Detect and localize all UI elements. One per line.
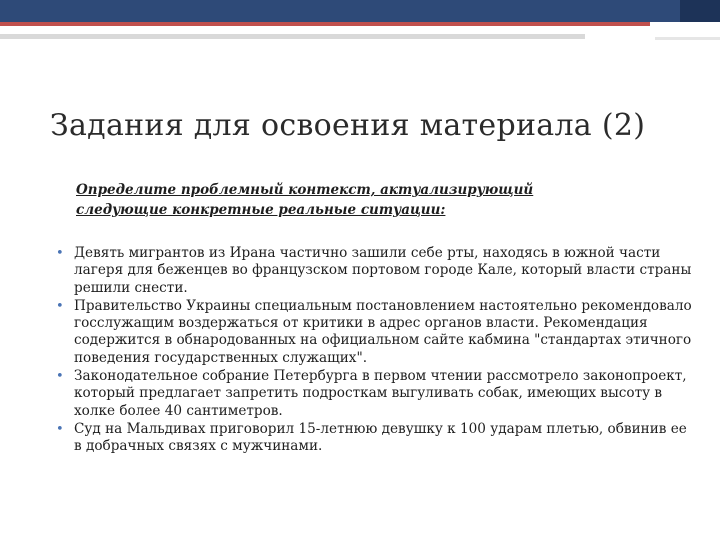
list-item (52, 368, 692, 420)
header-bar-corner (680, 0, 720, 22)
accent-stripe-gray (0, 34, 585, 39)
bullet-dot-icon: • (56, 369, 64, 385)
header-bar (0, 0, 680, 22)
situation-list (52, 245, 692, 457)
bullet-dot-icon: • (56, 421, 64, 437)
task-instruction-line1: Определите проблемный контекст, актуализирующий (76, 182, 534, 198)
list-item-text: Правительство Украины специальным постановлением настоятельно рекомендовало госслужащим воздержаться от критики в адрес органов власти. Рекомендация содержится в обнародованных на официальном сайте кабмина "стандартах этичного поведения государственных служащих". (74, 297, 692, 366)
accent-stripe-red (0, 22, 650, 26)
bullet-dot-icon: • (56, 298, 64, 314)
list-item-text: Девять мигрантов из Ирана частично зашили себе рты, находясь в южной части лагеря для беженцев во французском портовом городе Кале, который власти страны решили снести. (74, 245, 692, 296)
list-item (52, 245, 692, 297)
slide-title: Задания для освоения материала (2) (50, 108, 646, 144)
task-instruction (60, 180, 620, 220)
list-item (52, 421, 692, 456)
bullet-dot-icon: • (56, 246, 64, 261)
accent-stripe-gray-small (655, 37, 720, 40)
list-item-text: Законодательное собрание Петербурга в первом чтении рассмотрело законопроект, который предлагает запретить подросткам выгуливать собак, имеющих высоту в холке более 40 сантиметров. (74, 368, 687, 419)
list-item-text: Суд на Мальдивах приговорил 15-летнюю девушку к 100 ударам плетью, обвинив ее в добрачных связях с мужчинами. (74, 420, 687, 455)
list-item (52, 298, 692, 367)
task-instruction-line2: следующие конкретные реальные ситуации: (76, 202, 446, 218)
